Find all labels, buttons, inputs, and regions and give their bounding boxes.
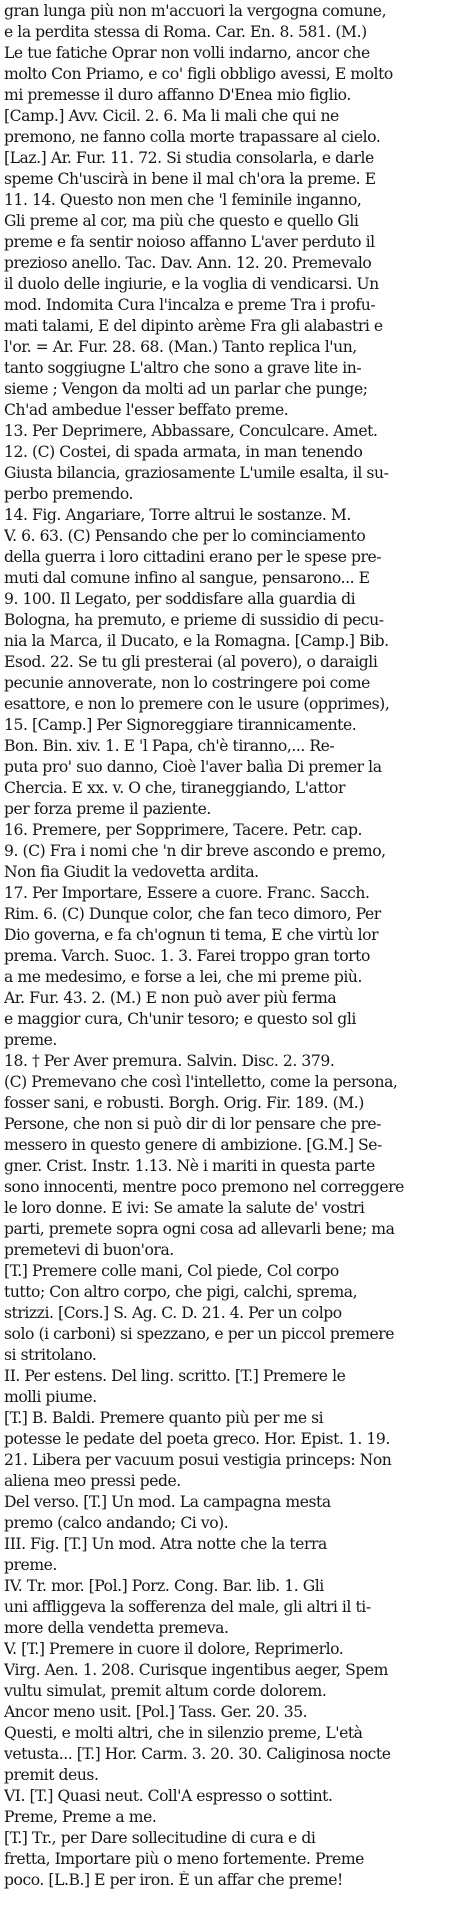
text-line: parti, premete sopra ogni cosa ad allevarli bene; ma [4, 1220, 395, 1238]
text-line: nia la Marca, il Ducato, e la Romagna. [Camp.] Bib. [4, 632, 389, 650]
text-line: strizzi. [Cors.] S. Ag. C. D. 21. 4. Per un colpo [4, 1304, 342, 1322]
text-line: poco. [L.B.] E per iron. È un affar che preme! [4, 1871, 343, 1889]
text-line: Ar. Fur. 43. 2. (M.) E non può aver più ferma [4, 989, 337, 1007]
text-line: 17. Per Importare, Essere a cuore. Franc. Sacch. [4, 884, 370, 902]
text-line: mi premesse il duro affanno D'Enea mio figlio. [4, 86, 351, 104]
text-line: Bologna, ha premuto, e prieme di sussidio di pecu- [4, 611, 384, 629]
text-line: Persone, che non si può dir di lor pensare che pre- [4, 1115, 381, 1133]
text-line: premo (calco andando; Ci vo). [4, 1514, 229, 1532]
text-line: [T.] Premere colle mani, Col piede, Col corpo [4, 1262, 339, 1280]
text-line: III. Fig. [T.] Un mod. Atra notte che la terra [4, 1535, 327, 1553]
text-line: V. [T.] Premere in cuore il dolore, Reprimerlo. [4, 1640, 344, 1658]
text-line: molli piume. [4, 1388, 97, 1406]
text-line: vultu simulat, premit altum corde dolorem. [4, 1682, 327, 1700]
text-line: Non fia Giudit la vedovetta ardita. [4, 863, 259, 881]
text-line: preme. [4, 1556, 57, 1574]
text-line: e la perdita stessa di Roma. Car. En. 8. 581. (M.) [4, 23, 367, 41]
text-line: mati talami, E del dipinto arème Fra gli alabastri e [4, 317, 383, 335]
text-line: 13. Per Deprimere, Abbassare, Conculcare. Amet. [4, 422, 378, 440]
text-line: puta pro' suo danno, Cioè l'aver balìa Di premer la [4, 758, 382, 776]
text-line: premit deus. [4, 1766, 99, 1784]
text-line: [Camp.] Avv. Cicil. 2. 6. Ma li mali che qui ne [4, 107, 339, 125]
text-line: 14. Fig. Angariare, Torre altrui le sostanze. M. [4, 506, 351, 524]
text-line: gner. Crist. Instr. 1.13. Nè i mariti in questa parte [4, 1157, 375, 1175]
text-line: Ch'ad ambedue l'esser beffato preme. [4, 401, 289, 419]
text-line [4, 1892, 467, 1910]
text-line: Giusta bilancia, graziosamente L'umile esalta, il su- [4, 464, 389, 482]
text-line: Esod. 22. Se tu gli presterai (al povero), o daraigli [4, 653, 378, 671]
text-line: 12. (C) Costei, di spada armata, in man tenendo [4, 443, 363, 461]
text-line: il duolo delle ingiurie, e la voglia di vendicarsi. Un [4, 275, 379, 293]
text-line: (C) Premevano che così l'intelletto, come la persona, [4, 1073, 398, 1091]
text-line: Chercia. E xx. v. O che, tiraneggiando, L'attor [4, 779, 345, 797]
text-line: 18. † Per Aver premura. Salvin. Disc. 2. 379. [4, 1052, 335, 1070]
text-line: prema. Varch. Suoc. 1. 3. Farei troppo gran torto [4, 947, 370, 965]
text-line: Questi, e molti altri, che in silenzio preme, L'età [4, 1724, 363, 1742]
text-line: molto Con Priamo, e co' figli obbligo avessi, E molto [4, 65, 393, 83]
text-line: [Laz.] Ar. Fur. 11. 72. Si studia consolarla, e darle [4, 149, 374, 167]
text-line: le loro donne. E ivi: Se amate la salute de' vostri [4, 1199, 365, 1217]
text-line: V. 6. 63. (C) Pensando che per lo cominciamento [4, 527, 366, 545]
text-line: 11. 14. Questo non men che 'l feminile inganno, [4, 191, 362, 209]
text-line: IV. Tr. mor. [Pol.] Porz. Cong. Bar. lib. 1. Gli [4, 1577, 324, 1595]
text-line: messero in questo genere di ambizione. [G.M.] Se- [4, 1136, 382, 1154]
text-line: prezioso anello. Tac. Dav. Ann. 12. 20. Premevalo [4, 254, 372, 272]
text-line: fosser sani, e robusti. Borgh. Orig. Fir. 189. (M.) [4, 1094, 364, 1112]
text-line: 21. Libera per vacuum posui vestigia princeps: Non [4, 1451, 392, 1469]
text-line: 15. [Camp.] Per Signoreggiare tirannicamente. [4, 716, 357, 734]
text-line: Le tue fatiche Oprar non volli indarno, ancor che [4, 44, 370, 62]
text-line: premono, ne fanno colla morte trapassare al cielo. [4, 128, 381, 146]
text-line: premetevi di buon'ora. [4, 1241, 174, 1259]
text-line: pecunie annoverate, non lo costringere poi come [4, 674, 370, 692]
text-line: [T.] Tr., per Dare sollecitudine di cura e di [4, 1829, 316, 1847]
text-line: Dio governa, e fa ch'ognun ti tema, E che virtù lor [4, 926, 379, 944]
text-line: tanto soggiugne L'altro che sono a grave lite in- [4, 359, 362, 377]
text-line: fretta, Importare più o meno fortemente. Preme [4, 1850, 364, 1868]
text-line: VI. [T.] Quasi neut. Coll'A espresso o sottint. [4, 1787, 333, 1805]
text-line: Ancor meno usit. [Pol.] Tass. Ger. 20. 35. [4, 1703, 308, 1721]
text-line: Gli preme al cor, ma più che questo e quello Gli [4, 212, 359, 230]
text-line: della guerra i loro cittadini erano per le spese pre- [4, 548, 382, 566]
text-line: e maggior cura, Ch'unir tesoro; e questo sol gli [4, 1010, 356, 1028]
text-line: mod. Indomita Cura l'incalza e preme Tra i profu- [4, 296, 376, 314]
text-line: sono innocenti, mentre poco premono nel correggere [4, 1178, 404, 1196]
text-line: l'or. = Ar. Fur. 28. 68. (Man.) Tanto replica l'un, [4, 338, 357, 356]
text-line: Rim. 6. (C) Dunque color, che fan teco dimoro, Per [4, 905, 381, 923]
text-line: 9. 100. Il Legato, per soddisfare alla guardia di [4, 590, 356, 608]
text-line: Del verso. [T.] Un mod. La campagna mesta [4, 1493, 331, 1511]
text-line: muti dal comune infino al sangue, pensarono... E [4, 569, 370, 587]
text-line: Virg. Aen. 1. 208. Curisque ingentibus aeger, Spem [4, 1661, 389, 1679]
text-line: potesse le pedate del poeta greco. Hor. Epist. 1. 19. [4, 1430, 390, 1448]
text-line: a me medesimo, e forse a lei, che mi preme più. [4, 968, 363, 986]
text-line: speme Ch'uscirà in bene il mal ch'ora la preme. E [4, 170, 376, 188]
text-line: solo (i carboni) si spezzano, e per un piccol premere [4, 1325, 395, 1343]
text-line: aliena meo pressi pede. [4, 1472, 181, 1490]
text-line: 16. Premere, per Sopprimere, Tacere. Petr. cap. [4, 821, 363, 839]
text-line: Preme, Preme a me. [4, 1808, 157, 1826]
text-line: vetusta... [T.] Hor. Carm. 3. 20. 30. Caliginosa nocte [4, 1745, 391, 1763]
text-line: [T.] B. Baldi. Premere quanto più per me si [4, 1409, 324, 1427]
text-line: II. Per estens. Del ling. scritto. [T.] Premere le [4, 1367, 346, 1385]
text-line: more della vendetta premeva. [4, 1619, 229, 1637]
text-line: uni affliggeva la sofferenza del male, gli altri il ti- [4, 1598, 371, 1616]
text-line: preme. [4, 1031, 57, 1049]
text-line: sieme ; Vengon da molti ad un parlar che punge; [4, 380, 368, 398]
text-line: per forza preme il paziente. [4, 800, 211, 818]
text-line: gran lunga più non m'accuori la vergogna comune, [4, 2, 387, 20]
text-line: perbo premendo. [4, 485, 134, 503]
text-line: si stritolano. [4, 1346, 97, 1364]
text-line: preme e fa sentir noioso affanno L'aver perduto il [4, 233, 375, 251]
text-line: 9. (C) Fra i nomi che 'n dir breve ascondo e premo, [4, 842, 386, 860]
text-line: esattore, e non lo premere con le usure (opprimes), [4, 695, 390, 713]
text-line: tutto; Con altro corpo, che pigi, calchi, sprema, [4, 1283, 358, 1301]
text-line: Bon. Bin. xiv. 1. E 'l Papa, ch'è tiranno,... Re- [4, 737, 335, 755]
